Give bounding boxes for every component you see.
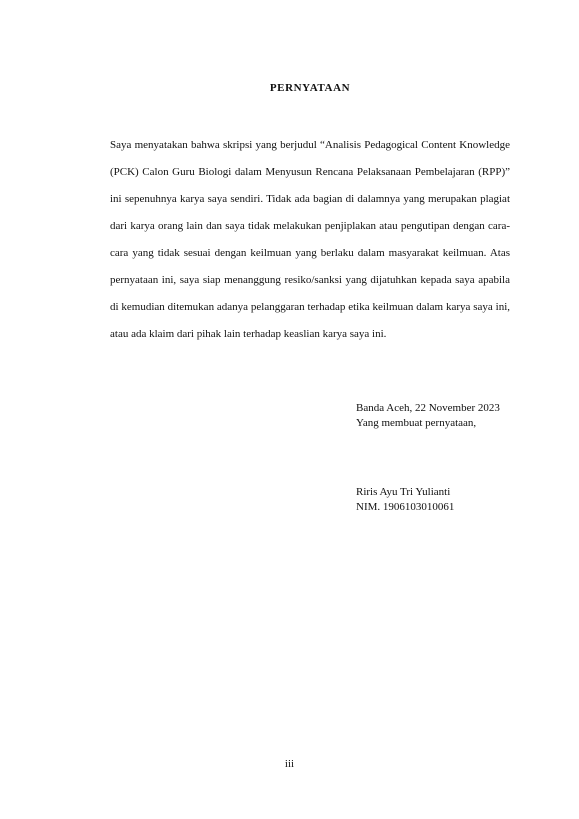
signature-place-date: Banda Aceh, 22 November 2023 — [356, 402, 500, 414]
signatory-name: Riris Ayu Tri Yulianti — [356, 486, 451, 498]
statement-paragraph: Saya menyatakan bahwa skripsi yang berjudul “Analisis Pedagogical Content Knowledge (PCK) Calon Guru Biologi dalam Menyusun Rencana Pelaksanaan Pembelajaran (RPP)” ini sepenuhnya karya saya sendiri. Tidak ada bagian di dalamnya yang merupakan plagiat dari karya orang lain dan saya tidak melakukan penjiplakan atau pengutipan dengan cara-cara yang tidak sesuai dengan keilmuan yang berlaku dalam masyarakat keilmuan. Atas pernyataan ini, saya siap menanggung resiko/sanksi yang dijatuhkan kepada saya apabila di kemudian ditemukan adanya pelanggaran terhadap etika keilmuan dalam karya saya ini, atau ada klaim dari pihak lain terhadap keaslian karya saya ini. — [110, 139, 510, 340]
signature-place-block — [356, 401, 500, 431]
signature-name-block — [356, 485, 454, 515]
page-title: PERNYATAAN — [269, 82, 351, 94]
signature-declarant-label: Yang membuat pernyataan, — [356, 417, 477, 429]
signatory-nim: NIM. 1906103010061 — [356, 501, 455, 513]
page-number: iii — [284, 758, 295, 770]
